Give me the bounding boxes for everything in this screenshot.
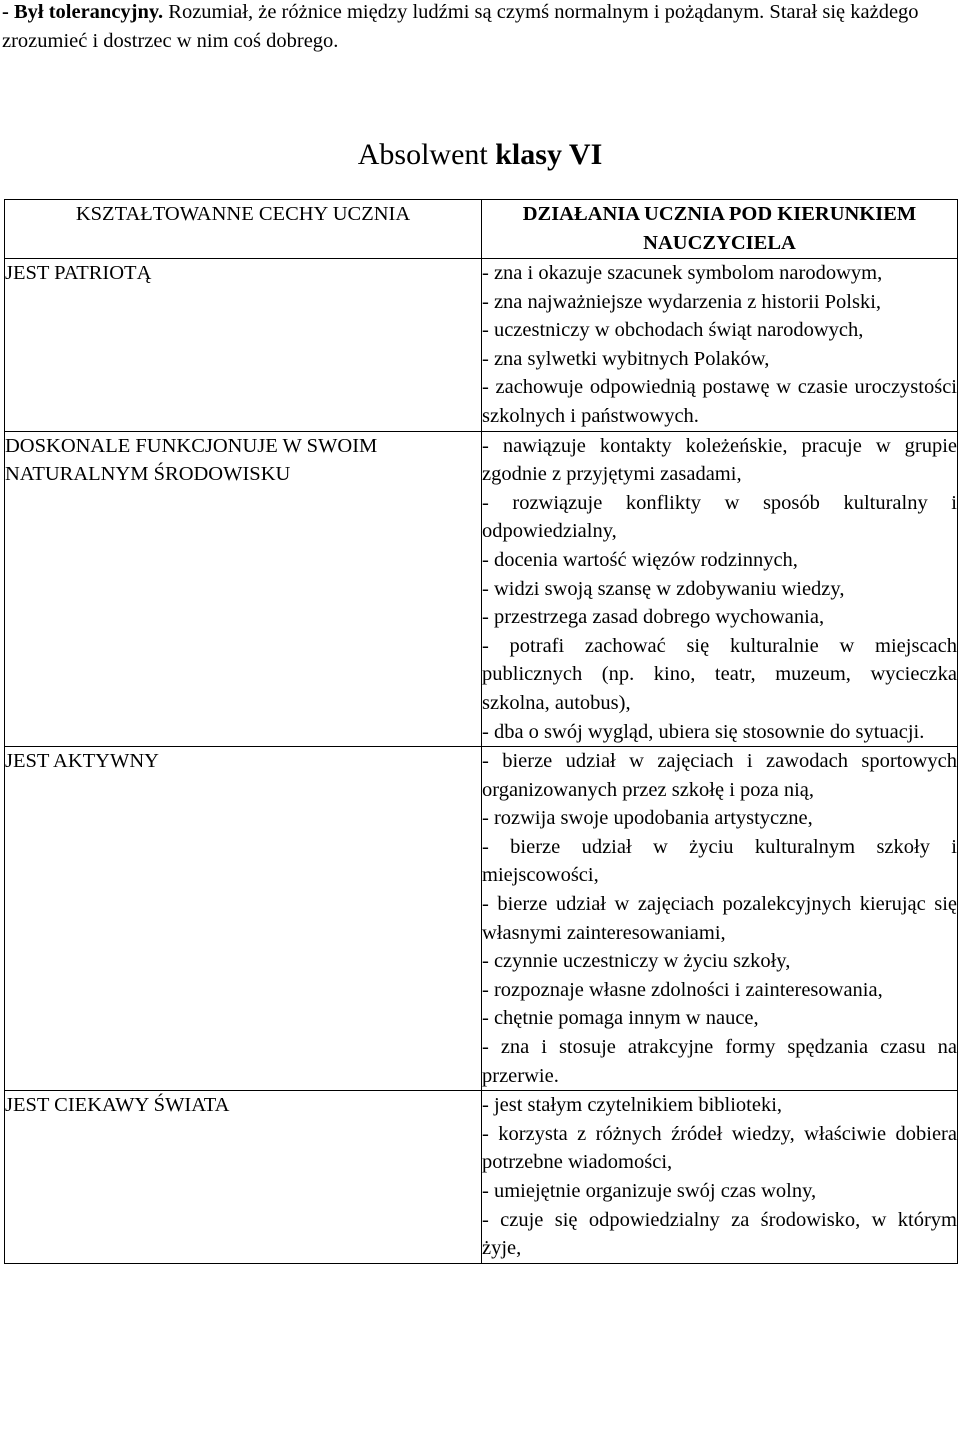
action-item: - przestrzega zasad dobrego wychowania,	[482, 606, 825, 629]
title-normal: Absolwent	[357, 138, 496, 171]
trait-cell	[5, 747, 482, 1091]
trait-patriot: JEST PATRIOTĄ	[5, 262, 152, 284]
action-item: - widzi swoją szansę w zdobywaniu wiedzy,	[482, 577, 845, 600]
header-actions: DZIAŁANIA UCZNIA POD KIERUNKIEM NAUCZYCIELA	[482, 200, 958, 259]
title-bold: klasy VI	[495, 138, 603, 171]
trait-cell	[5, 431, 482, 747]
action-item: - zna sylwetki wybitnych Polaków,	[482, 347, 770, 370]
table-header-row	[5, 200, 958, 259]
action-item: - jest stałym czytelnikiem biblioteki,	[482, 1094, 783, 1117]
traits-table	[4, 199, 958, 1264]
action-item: - rozwija swoje upodobania artystyczne,	[482, 807, 813, 830]
intro-paragraph	[2, 0, 952, 55]
actions-cell	[482, 431, 958, 747]
trait-environment: DOSKONALE FUNKCJONUJE W SWOIM NATURALNYM ŚRODOWISKU	[5, 434, 383, 486]
action-item: - umiejętnie organizuje swój czas wolny,	[482, 1180, 817, 1202]
intro-text: Rozumiał, że różnice między ludźmi są czymś normalnym i pożądanym. Starał się każdego zrozumieć i dostrzec w nim coś dobrego.	[2, 1, 919, 52]
document-title	[0, 137, 960, 173]
intro-bold-lead: - Był tolerancyjny.	[2, 1, 164, 23]
trait-curious: JEST CIEKAWY ŚWIATA	[5, 1094, 230, 1117]
action-item: - zna najważniejsze wydarzenia z historii Polski,	[482, 290, 882, 313]
action-item: - bierze udział w życiu kulturalnym szkoły i miejscowości,	[482, 835, 957, 887]
action-item: - dba o swój wygląd, ubiera się stosownie do sytuacji.	[482, 720, 925, 743]
table-row	[5, 259, 958, 432]
action-item: - bierze udział w zajęciach pozalekcyjnych kierując się własnymi zainteresowaniami,	[482, 893, 957, 944]
table-row	[5, 431, 958, 747]
action-item: - czynnie uczestniczy w życiu szkoły,	[482, 950, 791, 973]
action-item: - bierze udział w zajęciach i zawodach sportowych organizowanych przez szkołę i poza nią,	[482, 750, 957, 801]
header-traits: KSZTAŁTOWANNE CECHY UCZNIA	[5, 200, 482, 259]
action-item: - chętnie pomaga innym w nauce,	[482, 1007, 759, 1030]
action-item: - uczestniczy w obchodach świąt narodowych,	[482, 319, 864, 342]
action-item: - docenia wartość więzów rodzinnych,	[482, 548, 798, 571]
action-item: - korzysta z różnych źródeł wiedzy, właściwie dobiera potrzebne wiadomości,	[482, 1122, 957, 1174]
action-item: - zna i stosuje atrakcyjne formy spędzania czasu na przerwie.	[482, 1036, 957, 1087]
table-row	[5, 747, 958, 1091]
action-item: - zna i okazuje szacunek symbolom narodowym,	[482, 262, 883, 284]
table-row	[5, 1091, 958, 1264]
actions-cell	[482, 259, 958, 432]
trait-cell	[5, 1091, 482, 1264]
actions-cell	[482, 747, 958, 1091]
action-item: - zachowuje odpowiednią postawę w czasie uroczystości szkolnych i państwowych.	[482, 376, 957, 427]
action-item: - potrafi zachować się kulturalnie w miejscach publicznych (np. kino, teatr, muzeum, wycieczka szkolna, autobus),	[482, 634, 957, 714]
action-item: - rozwiązuje konflikty w sposób kulturalny i odpowiedzialny,	[482, 491, 957, 543]
actions-cell	[482, 1091, 958, 1264]
action-item: - nawiązuje kontakty koleżeńskie, pracuje w grupie zgodnie z przyjętymi zasadami,	[482, 434, 957, 486]
action-item: - rozpoznaje własne zdolności i zainteresowania,	[482, 978, 883, 1001]
trait-cell	[5, 259, 482, 432]
action-item: - czuje się odpowiedzialny za środowisko, w którym żyje,	[482, 1208, 957, 1260]
trait-active: JEST AKTYWNY	[5, 750, 159, 773]
